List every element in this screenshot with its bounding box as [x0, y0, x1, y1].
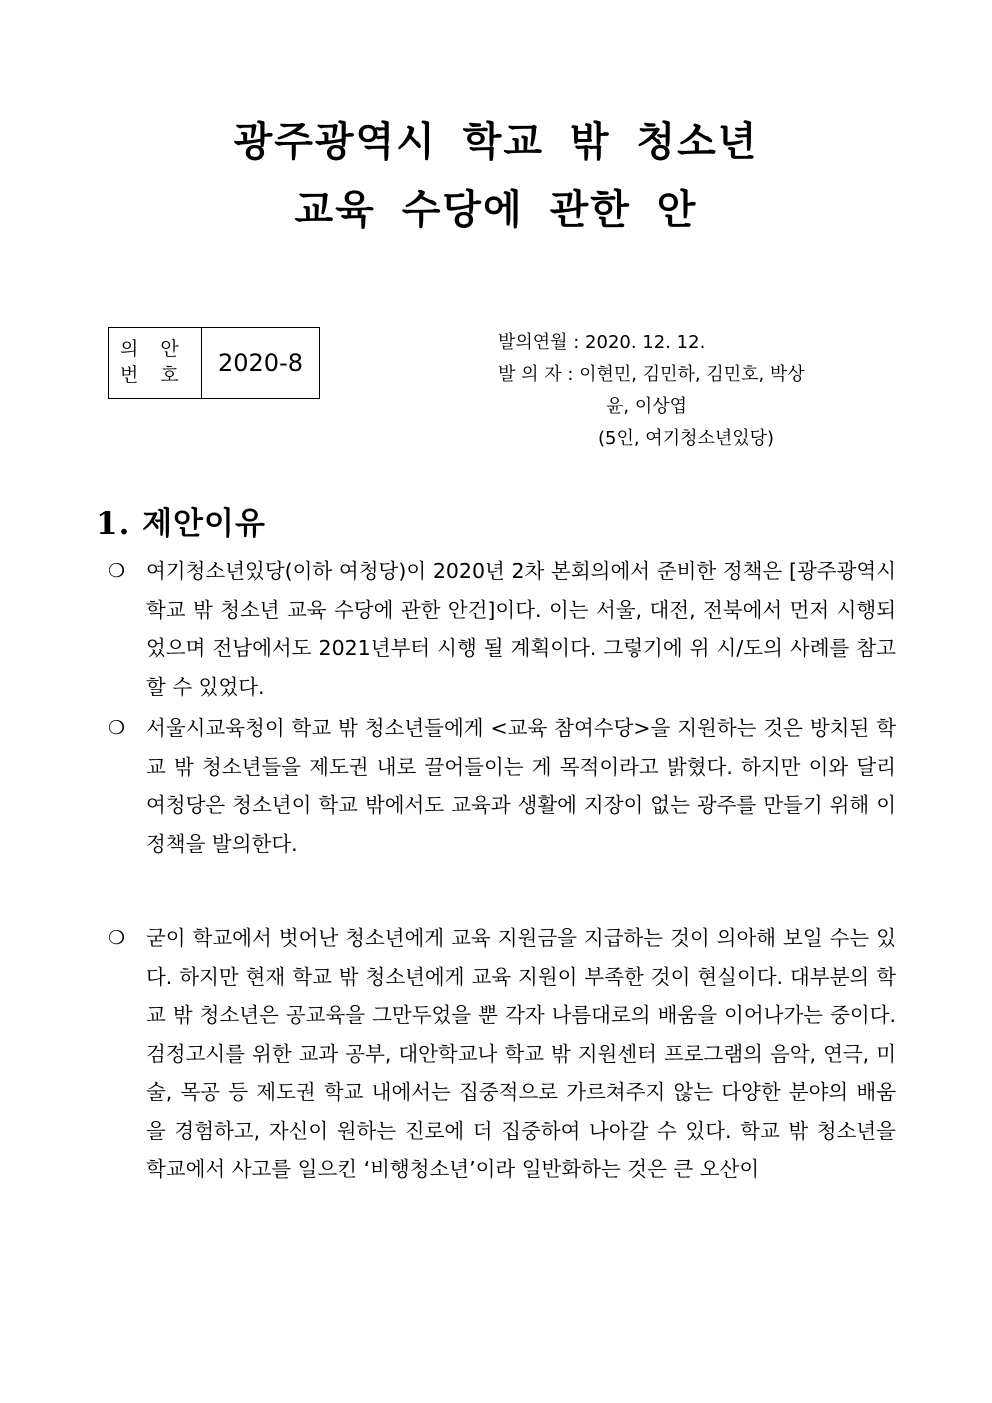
proposer-party: (5인, 여기청소년있당) [598, 428, 775, 449]
title-line-2: 교육 수당에 관한 안 [294, 187, 698, 233]
reason-paragraphs [108, 552, 896, 1189]
section-heading: 1. 제안이유 [96, 506, 266, 542]
bill-metadata [498, 327, 805, 455]
bill-number-label [109, 328, 202, 398]
paragraph-3 [108, 919, 896, 1189]
circle-bullet-icon: ❍ [108, 927, 126, 949]
document-title [0, 108, 992, 244]
paragraph-2 [108, 709, 896, 863]
bill-label-line-1: 의 안 [120, 338, 187, 360]
proposers-continued: 윤, 이상엽 [606, 396, 687, 417]
paragraph-1 [108, 552, 896, 706]
proposers: 발 의 자 : 이현민, 김민하, 김민호, 박상 [498, 364, 805, 385]
circle-bullet-icon: ❍ [108, 560, 126, 582]
proposal-date: 발의연월 : 2020. 12. 12. [498, 332, 706, 353]
bill-number-box [108, 327, 320, 399]
bill-number-value: 2020-8 [217, 349, 303, 377]
paragraph-text: 여기청소년있당(이하 여청당)이 2020년 2차 본회의에서 준비한 정책은 [광주광역시 학교 밖 청소년 교육 수당에 관한 안건]이다. 이는 서울, 대전, 전북에서 먼저 시행되었으며 전남에서도 2021년부터 시행 될 계획이다. 그렇기에 위 시/도의 사례를 참고할 수 있었다. [146, 559, 896, 699]
title-line-1: 광주광역시 학교 밖 청소년 [233, 119, 759, 165]
bill-label-line-2: 번 호 [120, 364, 187, 386]
paragraph-text: 서울시교육청이 학교 밖 청소년들에게 <교육 참여수당>을 지원하는 것은 방치된 학교 밖 청소년들을 제도권 내로 끌어들이는 게 목적이라고 밝혔다. 하지만 이와 달리 여청당은 청소년이 학교 밖에서도 교육과 생활에 지장이 없는 광주를 만들기 위해 이 정책을 발의한다. [146, 716, 896, 856]
circle-bullet-icon: ❍ [108, 717, 126, 739]
paragraph-text: 굳이 학교에서 벗어난 청소년에게 교육 지원금을 지급하는 것이 의아해 보일 수는 있다. 하지만 현재 학교 밖 청소년에게 교육 지원이 부족한 것이 현실이다. 대부분의 학교 밖 청소년은 공교육을 그만두었을 뿐 각자 나름대로의 배움을 이어나가는 중이다. 검정고시를 위한 교과 공부, 대안학교나 학교 밖 지원센터 프로그램의 음악, 연극, 미술, 목공 등 제도권 학교 내에서는 집중적으로 가르쳐주지 않는 다양한 분야의 배움을 경험하고, 자신이 원하는 진로에 더 집중하여 나아갈 수 있다. 학교 밖 청소년을 학교에서 사고를 일으킨 ‘비행청소년’이라 일반화하는 것은 큰 오산이 [146, 926, 896, 1181]
